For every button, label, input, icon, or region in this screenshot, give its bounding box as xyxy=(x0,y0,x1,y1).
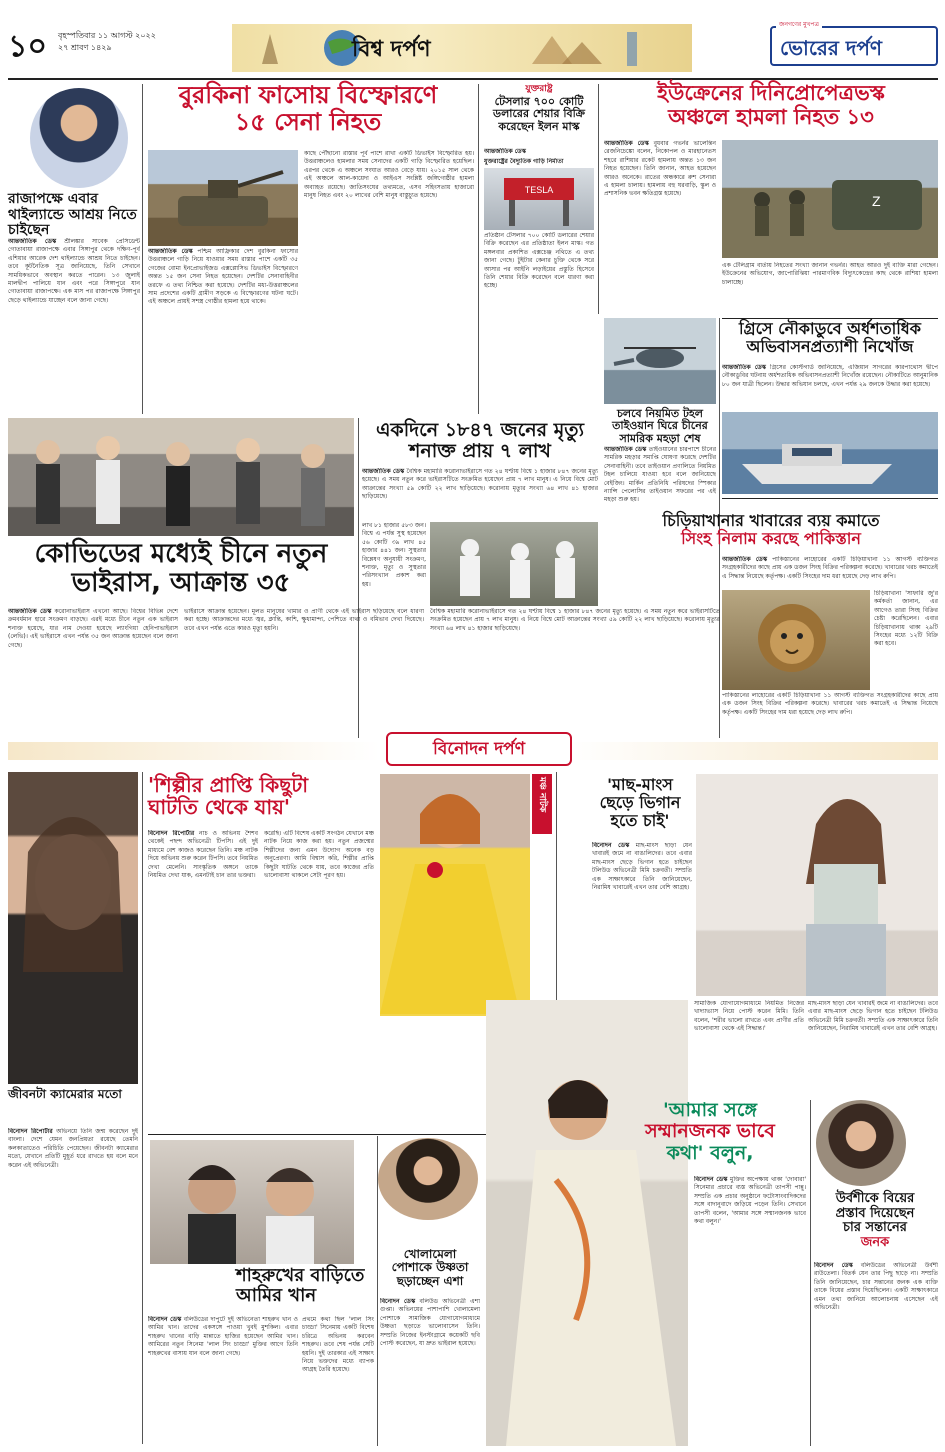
lion-body-right: চিড়িয়াখানা 'সাফারি জু'র কর্মকর্তা জানান, এর আগেও তারা সিংহ বিক্রির চেষ্টা করেছিলেন। এবার চিড়িয়াখানায় থাকা ২৯টি সিংহের মধ্যে ১২টি বিক্রি করা হবে। xyxy=(874,590,938,648)
greece-boat-photo xyxy=(722,412,938,494)
china-virus-headline xyxy=(8,540,354,598)
mach-body-right: সামাজিক যোগাযোগমাধ্যমে নিয়মিত নিজের খাদ্যাভ্যাস নিয়ে পোস্ট করেন মিমি। তিনি বলেন, 'শরীর ভালো রাখতে এবং প্রাণীর প্রতি ভালোবাসা থেকে এই সিদ্ধান্ত।' xyxy=(694,1000,804,1033)
urvashi-headline xyxy=(812,1192,938,1250)
lion-byline: আন্তর্জাতিক ডেস্ক xyxy=(722,556,768,563)
ukraine-byline: আন্তর্জাতিক ডেস্ক xyxy=(604,140,649,147)
shahrukh-article xyxy=(148,1316,298,1446)
amar-article xyxy=(694,1176,806,1446)
ukraine-headline-line1: ইউক্রেনের দিনিপ্রোপেত্রভস্ক xyxy=(657,81,885,105)
covid-workers-photo xyxy=(430,522,598,606)
amar-headline-line1: 'আমার সঙ্গে xyxy=(663,1099,757,1121)
section-title: বিশ্ব দর্পণ xyxy=(352,36,431,62)
mimi-photo xyxy=(696,774,938,996)
mach-headline-line2: ছেড়ে ভিগান xyxy=(599,792,681,812)
urvashi-headline-line2: প্রস্তাব দিয়েছেন xyxy=(835,1205,915,1221)
lion-photo xyxy=(722,590,870,690)
burkina-byline: আন্তর্জাতিক ডেস্ক xyxy=(148,248,193,255)
covid-body-continued: বৈশ্বিক মহামারি করোনাভাইরাসে গত ২৪ ঘণ্টায় বিশ্বে ১ হাজার ৮৪৭ জনের মৃত্যু হয়েছে। এ সময় নতুন করে ভাইরাসটিতে সংক্রমিত হয়েছেন প্রায় ৭ লাখ মানুষ। এ নিয়ে বিশ্বে মোট আক্রান্তের সংখ্যা ৫৯ কোটি ২২ লাখ ছাড়িয়েছে। করোনায় মৃত্যুর সংখ্যা ৬৪ লাখ ৪১ হাজার ছাড়িয়েছে। xyxy=(430,608,720,632)
stage-drama-tag xyxy=(532,774,552,834)
actress-yellow-dress-icon xyxy=(380,774,530,1016)
amar-body: মুক্তির অপেক্ষায় থাকা 'দোবারা' সিনেমার প্রচারে ব্যস্ত অভিনেত্রী তাপসী পান্নু। সম্প্রতি এক প্রচার অনুষ্ঠানে ফটোসাংবাদিকদের সঙ্গে বাদানুবাদে জড়িয়ে পড়েন তিনি। সেখানে তাপসী বলেন, 'আমার সঙ্গে সম্মানজনক ভাবে কথা বলুন।' xyxy=(694,1176,806,1226)
column-divider xyxy=(142,84,143,414)
urvashi-headline-line1: উর্বশীকে বিয়ের xyxy=(835,1191,915,1206)
jibonta-byline: বিনোদন রিপোর্টার xyxy=(8,1128,53,1135)
taiwan-photo xyxy=(604,318,716,404)
shilpi-headline-line1: 'শিল্পীর প্রাপ্তি কিছুটা xyxy=(148,773,309,797)
column-divider xyxy=(810,1100,811,1446)
burkina-headline-line1: বুরকিনা ফাসোয় বিস্ফোরণে xyxy=(178,81,438,109)
china-virus-byline: আন্তর্জাতিক ডেস্ক xyxy=(8,608,52,615)
shahrukh-headline-line2: আমির খান xyxy=(236,1285,317,1307)
musk-kicker: যুক্তরাষ্ট্র xyxy=(525,84,553,94)
rajapaksa-byline: আন্তর্জাতিক ডেস্ক xyxy=(8,238,57,245)
mach-body: মাছ-মাংস ছাড়া যেন খাবারই জমে না বাঙালিদের। তবে এবার মাছ-মাংস ছেড়ে ভিগান হতে চাইছেন টলিউড অভিনেত্রী মিমি চক্রবর্তী। সম্প্রতি এক সাক্ষাৎকারে তিনি জানিয়েছেন, নিরামিষ খাবারেই এখন তার বেশি আগ্রহ। xyxy=(592,842,692,892)
greece-body: গ্রিসের কোস্টগার্ড জানিয়েছে, এজিয়ান সাগরের কারপাথোস দ্বীপে নৌকাডুবির ঘটনায় অর্ধশতাধিক অভিবাসনপ্রত্যাশী নিখোঁজ রয়েছেন। নৌকাটিতে আনুমানিক ৮০ জন যাত্রী ছিলেন। উদ্ধার অভিযান চলছে, এখন পর্যন্ত ২৯ জনকে উদ্ধার করা হয়েছে। xyxy=(722,364,938,388)
masthead-divider xyxy=(8,78,938,80)
lion-headline xyxy=(604,512,938,548)
rajapaksa-body: শ্রীলঙ্কার সাবেক প্রেসিডেন্ট গোতাবায়া রাজাপক্ষে এবার সিঙ্গাপুর থেকে দক্ষিণ-পূর্ব এশিয়ার আরেক দেশ থাইল্যান্ডে আশ্রয় নিতে চাইছেন। তবে কূটনৈতিক সূত্র জানিয়েছে, তিনি সেখানে সাময়িকভাবে অবস্থান করতে পারেন। ১৩ জুলাই মালদ্বীপ পালিয়ে যান এবং পরে সিঙ্গাপুরে যান গোতাবায়া রাজাপক্ষে। এক মাস পর রাজাপক্ষে সিঙ্গাপুর ছেড়ে থাইল্যান্ডে যাচ্ছেন বলে জানা গেছে। xyxy=(8,238,140,304)
date-bengali: ২৭ শ্রাবণ ১৪২৯ xyxy=(58,43,112,52)
jibonta-body: অভিনয়ে তিনি জন্ম করেছেন দুই বাংলা। দেশে যেমন জনপ্রিয়তা রয়েছে তেমনি কলকাতাতেও পরিচিতি পেয়েছেন। জীবনটা ক্যামেরার মতো, যেখানে প্রতিটি মুহূর্ত ধরে রাখতে হয় বলে মনে করেন এই অভিনেত্রী। xyxy=(8,1128,138,1169)
lion-article xyxy=(722,556,938,586)
esha-body: বলিউড অভিনেত্রী এশা গুপ্তা। অভিনয়ের পাশাপাশি খোলামেলা পোশাকে সামাজিক যোগাযোগমাধ্যমে উষ্ণতা ছড়াতে ভালোবাসেন তিনি। সম্প্রতি নিজের ইনস্টাগ্রামে কয়েকটি ছবি পোস্ট করেছেন, যা দ্রুত ভাইরাল হয়েছে। xyxy=(380,1298,480,1348)
shahrukh-headline-line1: শাহরুখের বাড়িতে xyxy=(236,1265,365,1286)
tipsy-photo xyxy=(380,774,530,1016)
mach-headline-line3: হতে চাই' xyxy=(610,810,670,830)
soldiers-vehicle-icon xyxy=(722,140,938,258)
china-street-photo xyxy=(8,418,354,536)
rajapaksa-headline: রাজাপক্ষে এবার থাইল্যান্ডে আশ্রয় নিতে চাইছেন xyxy=(8,191,137,239)
covid-headline-line2: শনাক্ত প্রায় ৭ লাখ xyxy=(409,440,551,463)
shahrukh-body: বলিউডের দাপুটে দুই অভিনেতা শাহরুখ খান ও আমির খান। তাদের একসঙ্গে পাওয়া খুবই মুশকিল। এবার শাহরুখ খানের বাড়ি মান্নাতে হাজির হয়েছেন আমির খান। আমিরের নতুন সিনেমা 'লাল সিং চাড্ডা' মুক্তির আগে তিনি শাহরুখের বাসায় যান বলে জানা গেছে। xyxy=(148,1316,298,1357)
svg-text:TESLA: TESLA xyxy=(524,185,554,195)
burkina-headline-line2: ১৫ সেনা নিহত xyxy=(234,107,382,136)
jibonta-article xyxy=(8,1128,138,1446)
china-virus-article xyxy=(8,608,178,740)
amar-headline xyxy=(610,1100,810,1164)
china-virus-headline-line1: কোভিডের মধ্যেই চীনে নতুন xyxy=(34,539,328,569)
urvashi-photo xyxy=(816,1100,906,1186)
shahrukh-aamir-photo xyxy=(150,1140,354,1264)
stage-drama-tag-text: মঞ্চ নাটক xyxy=(537,777,547,813)
ukraine-body-right: এক টেলিগ্রাম বার্তায় নিহতের সংখ্যা জানান গভর্নর। আহত আরও দুই ব্যক্তি মারা গেছেন। ইউক্রেনের অভিযোগ, জাপোরিঝিয়া পারমাণবিক বিদ্যুৎকেন্দ্রের কাছ থেকে রাশিয়া হামলা চালাচ্ছে। xyxy=(722,262,938,286)
shilpi-headline-line2: ঘাটতি থেকে যায়' xyxy=(148,795,291,820)
shahrukh-headline xyxy=(236,1266,372,1306)
greece-headline: গ্রিসে নৌকাডুবে অর্ধশতাধিক অভিবাসনপ্রত্যাশী নিখোঁজ xyxy=(739,319,921,356)
svg-text:Z: Z xyxy=(872,193,881,209)
burkina-headline xyxy=(148,82,468,136)
china-virus-body-right: ভাইরাসে আক্রান্ত হয়েছেন। মূলত মানুষের খামার ও প্রাণী থেকে এই ভাইরাস ছড়িয়েছে বলে ধারণা করা হচ্ছে। আক্রান্তদের মধ্যে জ্বর, ক্লান্তি, কাশি, ক্ষুধামান্দ্য, পেশিতে ব্যথা ও বমিভাব দেখা দিয়েছে। তবে এখন পর্যন্ত এতে কারও মৃত্যু হয়নি। xyxy=(184,608,424,632)
urvashi-headline-line4: জনক xyxy=(860,1234,890,1250)
musk-headline: টেসলার ৭০০ কোটি ডলারের শেয়ার বিক্রি করেছেন ইলন মাস্ক xyxy=(493,95,585,133)
burkina-article-right: কাছে পৌঁছানো রাস্তার পূর্ব পাশে রাখা একটি ডিভাইস বিস্ফোরিত হয়। উত্তরাঞ্চলেও হামলার সময় সেনাদের একটি গাড়ি বিস্ফোরিত হয়েছিল। এরপর থেকে এ অঞ্চলে সংঘাত আরও বেড়ে যায়। ২০১৫ সাল থেকে এই অঞ্চলে আল-কায়েদা ও আইএস সংশ্লিষ্ট জঙ্গিগোষ্ঠীর হামলা অব্যাহত রয়েছে। জাতিসংঘের তথ্যমতে, এসব সহিংসতায় হাজারো মানুষ নিহত এবং ২০ লাখের বেশি মানুষ বাস্তুচ্যুত হয়েছে। xyxy=(304,150,474,200)
shilpi-article-right: করেছি। এটি বিশেষ একটি সংগঠন যেখানে মঞ্চ নাটক নিয়ে কাজ করা হয়। নতুন প্রজন্মের শিল্পীদের জন্য এমন উদ্যোগ অনেক বড় অনুপ্রেরণা। আমি বিশ্বাস করি, শিল্পীর প্রাপ্তি কিছুটা ঘাটতি থেকে যায়, তবে কাজের প্রতি ভালোবাসা থাকলে সেটা পূরণ হয়। xyxy=(264,830,374,880)
column-divider xyxy=(142,772,143,1444)
section-divider xyxy=(722,498,938,499)
ukraine-headline xyxy=(604,82,938,129)
musk-byline: আন্তর্জাতিক ডেস্ক xyxy=(484,148,526,155)
banner-decoration xyxy=(232,24,692,72)
esha-headline-line2: পোশাকে উষ্ণতা xyxy=(391,1260,469,1275)
ukraine-photo xyxy=(722,140,938,258)
greece-byline: আন্তর্জাতিক ডেস্ক xyxy=(722,364,766,371)
taiwan-article xyxy=(604,446,716,508)
column-divider xyxy=(598,84,599,314)
esha-byline: বিনোদন ডেস্ক xyxy=(380,1298,416,1305)
burkina-body-left: পশ্চিম আফ্রিকার দেশ বুরকিনা ফাসোর উত্তরাঞ্চলে গাড়ি নিয়ে যাওয়ার সময় রাস্তার পাশে একটি ৩৫ গেজের বোমা ইনপ্রোভাইজড এক্সপ্লোসিভ ডিভাইস বিস্ফোরণে অন্তত ১৫ জন সেনা নিহত হয়েছেন। দেশটির সেনাবাহিনীর তরফে এ তথ্য নিশ্চিত করা হয়েছে। দেশটির মধ্য-উত্তরাঞ্চলের সাম প্রদেশের একটি গ্রামীণ সড়কে এ বিস্ফোরণের ঘটনা ঘটে। এই অঞ্চলে প্রায়ই সশস্ত্র গোষ্ঠীর হামলা হয়ে থাকে। xyxy=(148,248,298,306)
covid-byline: আন্তর্জাতিক ডেস্ক xyxy=(362,468,405,475)
urvashi-byline: বিনোদন ডেস্ক xyxy=(814,1262,853,1269)
amar-headline-line3: কথা' বলুন, xyxy=(666,1141,754,1164)
actress-left-photo xyxy=(8,772,138,1084)
esha-headline-line1: খোলামেলা xyxy=(403,1247,457,1261)
covid-headline xyxy=(362,420,598,463)
military-helicopter-icon xyxy=(604,318,716,404)
burkina-photo xyxy=(148,150,298,246)
esha-headline xyxy=(380,1248,480,1288)
lion-icon xyxy=(722,590,870,690)
urvashi-headline-line3: চার সন্তানের xyxy=(843,1220,907,1236)
lion-body-continued: পাকিস্তানের লাহোরের একটি চিড়িয়াখানা ১১ আগস্ট ব্যক্তিগত সংগ্রহকারীদের কাছে প্রায় এক ডজন সিংহ বিক্রির পরিকল্পনা করেছে। খাবারের খরচ কমাতেই এ সিদ্ধান্ত নিয়েছে কর্তৃপক্ষ। একটি সিংহের দাম ধরা হয়েছে দেড় লাখ রুপি। xyxy=(722,692,938,716)
tesla-station-icon xyxy=(484,168,594,230)
mach-body-continued: মাছ-মাংস ছাড়া যেন খাবারই জমে না বাঙালিদের। তবে এবার মাছ-মাংস ছেড়ে ভিগান হতে চাইছেন টলিউড অভিনেত্রী মিমি চক্রবর্তী। সম্প্রতি এক সাক্ষাৎকারে তিনি জানিয়েছেন, নিরামিষ খাবারেই এখন তার বেশি আগ্রহ। xyxy=(808,1000,938,1033)
esha-headline-line3: ছড়াচ্ছেন এশা xyxy=(396,1273,464,1288)
mach-byline: বিনোদন ডেস্ক xyxy=(592,842,630,849)
lion-headline-line2: সিংহ নিলাম করছে পাকিস্তান xyxy=(681,528,861,548)
covid-headline-line1: একদিনে ১৮৪৭ জনের মৃত্যু xyxy=(375,419,585,441)
tapsee-photo xyxy=(486,1000,688,1446)
logo-tagline: জনগণের মুখপত্র xyxy=(776,19,822,30)
date-line xyxy=(58,30,156,54)
tesla-photo xyxy=(484,168,594,230)
actress-saree-icon xyxy=(486,1000,688,1446)
two-actors-icon xyxy=(150,1140,354,1264)
entertainment-section-badge xyxy=(386,732,572,766)
amar-byline: বিনোদন ডেস্ক xyxy=(694,1176,728,1183)
musk-body: প্রতিষ্ঠান টেসলার ৭০০ কোটি ডলারের শেয়ার বিক্রি করেছেন এর প্রতিষ্ঠাতা ইলন মাস্ক। গত মঙ্গলবার প্রকাশিত এক্সচেঞ্জ নথিতে এ তথ্য জানা গেছে। টুইটার কেনার চুক্তি থেকে সরে আসার পর আইনি লড়াইয়ের প্রস্তুতি হিসেবে তিনি শেয়ার বিক্রি করেছেন বলে ধারণা করা হচ্ছে। xyxy=(484,232,594,290)
amar-headline-line2: সম্মানজনক ভাবে xyxy=(645,1120,775,1143)
greece-article xyxy=(722,364,938,410)
china-virus-headline-line2: ভাইরাস, আক্রান্ত ৩৫ xyxy=(71,568,291,599)
mach-headline-line1: 'মাছ-মাংস xyxy=(607,775,673,794)
actress-portrait-icon xyxy=(696,774,938,996)
taiwan-headline: চলবে নিয়মিত টহল তাইওয়ান ঘিরে চীনের সামরিক মহড়া শেষ xyxy=(612,407,708,445)
page-number: ১০ xyxy=(8,29,47,64)
entertainment-section-title: বিনোদন দর্পণ xyxy=(433,739,525,759)
lion-headline-line1: চিড়িয়াখানার খাবারের ব্যয় কমাতে xyxy=(662,511,880,530)
urvashi-body: বলিউডের অভিনেত্রী উর্বশী রাউতেলা। বিতর্ক যেন তার পিছু ছাড়ে না। সম্প্রতি তিনি জানিয়েছেন, চার সন্তানের জনক এক ব্যক্তি তাকে বিয়ের প্রস্তাব দিয়েছিলেন। একটি সাক্ষাৎকারে এমন তথ্য জানিয়ে আলোচনায় এসেছেন এই অভিনেত্রী। xyxy=(814,1262,938,1312)
section-banner xyxy=(232,24,692,72)
shilpi-body: নাচ ও অভিনয় শৈশব থেকেই পছন্দ অভিনেত্রী টিপসি। এই দুই মাধ্যমে বেশ কাজও করেছেন তিনি। মঞ্চ নাটক দিয়ে অভিনয় শুরু করেন টিপসি। তবে নিয়মিত দেখা মেলেনি। সাংস্কৃতিক অঙ্গনে তাকে নিয়মিত দেখা যাক, এমনটাই চান তার ভক্তরা। xyxy=(148,830,258,880)
covid-body: বৈশ্বিক মহামারি করোনাভাইরাসে গত ২৪ ঘণ্টায় বিশ্বে ১ হাজার ৮৪৭ জনের মৃত্যু হয়েছে। এ সময় নতুন করে ভাইরাসটিতে সংক্রমিত হয়েছেন প্রায় ৭ লাখ মানুষ। এ নিয়ে বিশ্বে মোট আক্রান্তের সংখ্যা ৫৯ কোটি ২২ লাখ ছাড়িয়েছে। করোনায় মৃত্যুর সংখ্যা ৬৪ লাখ ৪১ হাজার ছাড়িয়েছে। xyxy=(362,468,598,501)
newspaper-logo xyxy=(770,21,938,66)
shilpi-headline xyxy=(148,774,374,819)
date-gregorian: বৃহস্পতিবার ১১ আগস্ট ২০২২ xyxy=(58,31,156,40)
logo-text: ভোরের দর্পণ xyxy=(780,36,882,60)
ukraine-body: বুধবার গভর্নর ভালেন্তিন রেজনিচেঙ্কো বলেন, নিকোপল ও মারহানেতস শহরে রাশিয়ার রকেট হামলায় অন্তত ১৩ জন নিহত হয়েছেন। তিনি জানান, আহত হয়েছেন আরও অনেকে। রাতের অন্ধকারে রুশ সেনারা এ হামলা চালায়। হামলায় বহু ঘরবাড়ি, স্কুল ও প্রশাসনিক ভবন ক্ষতিগ্রস্ত হয়েছে। xyxy=(604,140,716,198)
shahrukh-byline: বিনোদন ডেস্ক xyxy=(148,1316,182,1323)
burkina-article-left xyxy=(148,248,298,414)
shahrukh-body-right: প্রথমে কথা ছিল 'লাল সিং চাড্ডা' সিনেমায় একটি বিশেষ চরিত্রে অভিনয় করবেন শাহরুখ। তবে শেষ পর্যন্ত সেটি হয়নি। দুই তারকার এই সাক্ষাৎ নিয়ে ভক্তদের মধ্যে ব্যাপক আগ্রহ তৈরি হয়েছে। xyxy=(302,1316,374,1374)
rescue-boat-icon xyxy=(722,412,938,494)
china-virus-body: করোনাভাইরাস এখনো আছে। বিশ্বের বিভিন্ন দেশে ক্রমবর্ধমান হারে সংক্রমণ বাড়ছে। এরই মধ্যে চীনে নতুন এক ভাইরাস শনাক্ত হয়েছে, যার নাম দেওয়া হয়েছে ল্যাংগিয়া হেনিপাভাইরাস (লেভি)। এই ভাইরাসে এখন পর্যন্ত ৩৫ জন আক্রান্ত হয়েছেন বলে জানা গেছে। xyxy=(8,608,178,649)
ukraine-article xyxy=(604,140,716,258)
rajapaksa-photo xyxy=(30,88,128,188)
armored-vehicle-icon xyxy=(148,150,298,246)
lion-body: পাকিস্তানের লাহোরের একটি চিড়িয়াখানা ১১ আগস্ট ব্যক্তিগত সংগ্রহকারীদের কাছে প্রায় এক ডজন সিংহ বিক্রির পরিকল্পনা করেছে। খাবারের খরচ কমাতেই এ সিদ্ধান্ত নিয়েছে কর্তৃপক্ষ। একটি সিংহের দাম ধরা হয়েছে দেড় লাখ রুপি। xyxy=(722,556,938,580)
column-divider xyxy=(478,84,479,414)
shilpi-article-left xyxy=(148,830,258,1130)
urvashi-article xyxy=(814,1262,938,1446)
esha-article xyxy=(380,1298,480,1446)
esha-photo xyxy=(378,1138,478,1220)
taiwan-body: তাইওয়ানের চারপাশে চীনের সামরিক মহড়ার সমাপ্তি ঘোষণা করেছে দেশটির সেনাবাহিনী। তবে তাইওয়ান প্রণালিতে নিয়মিত টহল চালিয়ে যাওয়া হবে বলে জানিয়েছে বেইজিং। মার্কিন প্রতিনিধি পরিষদের স্পিকার ন্যান্সি পেলোসির তাইওয়ান সফরের পর এই মহড়া শুরু হয়। xyxy=(604,446,716,504)
masked-crowd-icon xyxy=(8,418,354,536)
covid-body-small: লাখ ৮১ হাজার ৫৮৩ জন। বিশ্বে এ পর্যন্ত সুস্থ হয়েছেন ৫৬ কোটি ৩৯ লাখ ৪৫ হাজার ৪৪১ জন। সুস্থতার বিশ্লেষণ অনুযায়ী সংক্রমণ, শনাক্ত, মৃত্যু ও সুস্থতার পরিসংখ্যান প্রকাশ করা হয়। xyxy=(362,522,426,588)
covid-article xyxy=(362,468,598,520)
ukraine-headline-line2: অঞ্চলে হামলা নিহত ১৩ xyxy=(668,104,874,129)
taiwan-byline: আন্তর্জাতিক ডেস্ক xyxy=(604,446,647,453)
mach-headline xyxy=(592,776,688,830)
shilpi-byline: বিনোদন রিপোর্টার xyxy=(148,830,195,837)
jibonta-headline: জীবনটা ক্যামেরার মতো xyxy=(8,1087,122,1101)
hazmat-workers-icon xyxy=(430,522,598,606)
musk-caption: যুক্তরাষ্ট্রের বৈদ্যুতিক গাড়ি নির্মাতা xyxy=(484,158,564,165)
actress-portrait-icon xyxy=(8,772,138,1084)
